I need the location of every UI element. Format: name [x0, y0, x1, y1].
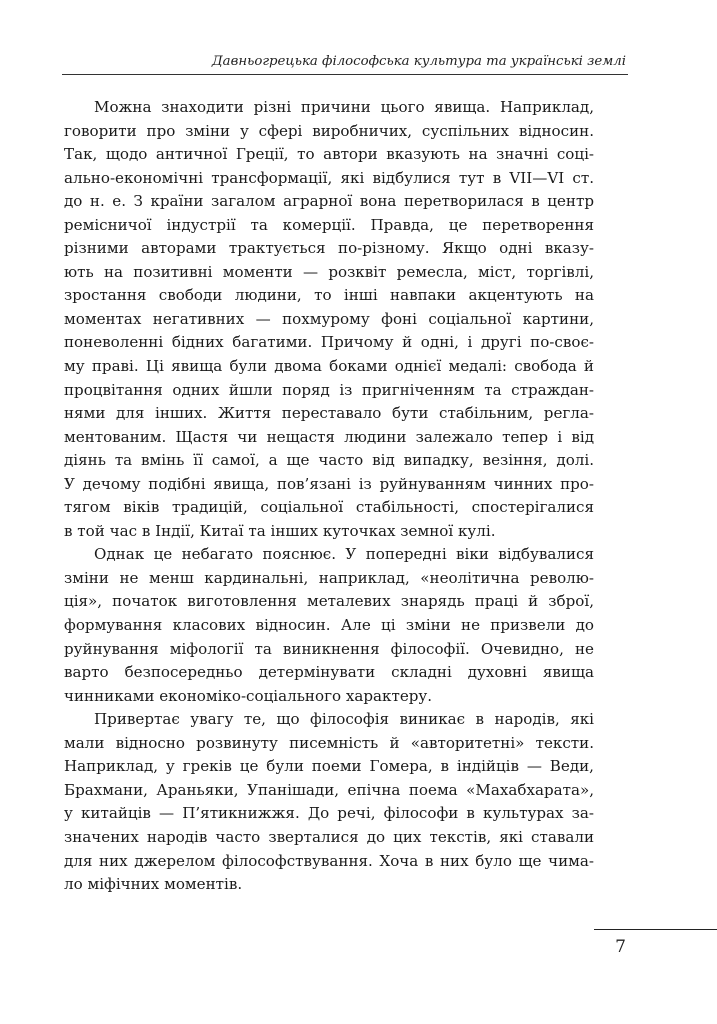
text-line: му праві. Ці явища були двома боками однієї медалі: свобода й	[64, 357, 594, 376]
text-line: ремісничої індустрії та комерції. Правда, це перетворення	[64, 215, 594, 234]
paragraph-2	[64, 543, 594, 708]
text-line: в той час в Індії, Китаї та інших куточках земної кулі.	[64, 521, 496, 540]
text-line: варто безпосередньо детермінувати складні духовні явища	[64, 663, 594, 682]
text-line: процвітання одних йшли поряд із пригніченням та страждан-	[64, 380, 594, 399]
text-line: Так, щодо античної Греції, то автори вказують на значні соці-	[64, 145, 594, 164]
text-line: формування класових відносин. Але ці зміни не призвели до	[64, 616, 594, 635]
text-line: ють на позитивні моменти — розквіт ремесла, міст, торгівлі,	[64, 262, 594, 281]
text-line: Наприклад, у греків це були поеми Гомера, в індійців — Веди,	[64, 757, 594, 776]
text-line: моментах негативних — похмурому фоні соціальної картини,	[64, 309, 594, 328]
text-line: зміни не менш кардинальні, наприклад, «неолітична револю-	[64, 568, 594, 587]
text-line: нями для інших. Життя переставало бути стабільним, регла-	[64, 404, 594, 423]
text-line: чинниками економіко-соціального характеру.	[64, 686, 433, 705]
paragraph-1	[64, 96, 594, 543]
page-number: 7	[615, 937, 626, 957]
text-line: Однак це небагато пояснює. У попередні віки відбувалися	[94, 545, 594, 564]
text-line: мали відносно розвинуту писемність й «авторитетні» тексти.	[64, 733, 594, 752]
text-line: для них джерелом філософствування. Хоча в них було ще чима-	[64, 851, 594, 870]
footer-divider	[594, 929, 717, 930]
text-line: У дечому подібні явища, пов’язані із руйнуванням чинних про-	[64, 474, 594, 493]
text-line: зростання свободи людини, то інші навпаки акцентують на	[64, 286, 594, 305]
text-line: ція», початок виготовлення металевих знарядь праці й зброї,	[64, 592, 594, 611]
body-text	[64, 96, 594, 897]
header-divider	[62, 74, 628, 75]
text-line: говорити про зміни у сфері виробничих, суспільних відносин.	[64, 121, 594, 140]
text-line: ально-економічні трансформації, які відбулися тут в VII—VI ст.	[64, 168, 594, 187]
text-line: тягом віків традицій, соціальної стабільності, спостерігалися	[64, 498, 594, 517]
text-line: Можна знаходити різні причини цього явища. Наприклад,	[94, 98, 594, 116]
running-header: Давньогрецька філософська культура та українські землі	[211, 54, 626, 69]
text-line: значених народів часто зверталися до цих текстів, які ставали	[64, 827, 594, 846]
text-line: у китайців — П’ятикнижжя. До речі, філософи в культурах за-	[64, 804, 594, 823]
text-line: руйнування міфології та виникнення філософії. Очевидно, не	[64, 639, 594, 658]
text-line: різними авторами трактується по-різному. Якщо одні вказу-	[64, 239, 594, 258]
text-line: ло міфічних моментів.	[64, 875, 243, 894]
text-line: Брахмани, Араньяки, Упанішади, епічна поема «Махабхарата»,	[64, 780, 594, 799]
paragraph-3	[64, 708, 594, 896]
text-line: Привертає увагу те, що філософія виникає в народів, які	[94, 710, 594, 729]
text-line: поневоленні бідних багатими. Причому й одні, і другі по-своє-	[64, 333, 594, 352]
text-line: ментованим. Щастя чи нещастя людини залежало тепер і від	[64, 427, 594, 446]
text-line: до н. е. З країни загалом аграрної вона перетворилася в центр	[64, 192, 594, 211]
text-line: діянь та вмінь її самої, а ще часто від випадку, везіння, долі.	[64, 451, 594, 470]
